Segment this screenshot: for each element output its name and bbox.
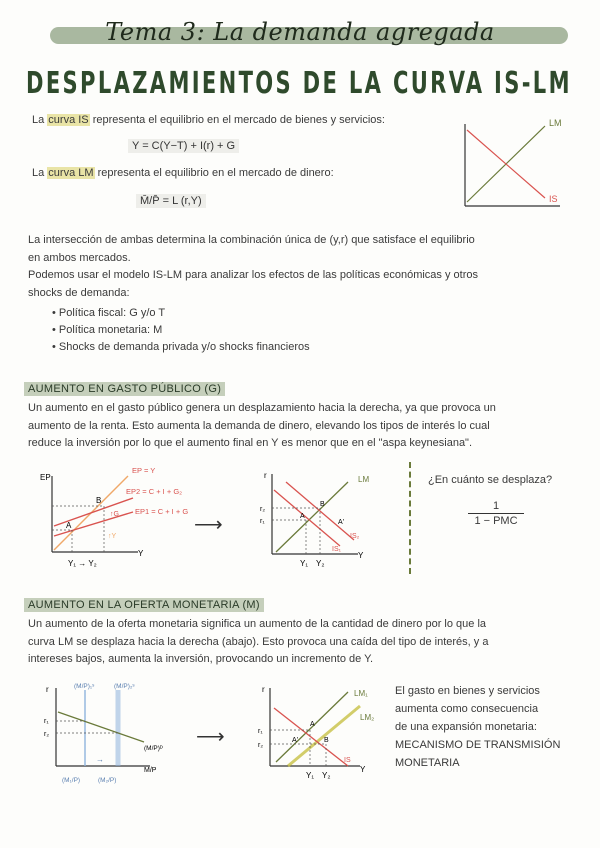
md-curve (58, 712, 144, 742)
x-axis-label: Y (360, 765, 366, 774)
point-a: A (310, 721, 315, 728)
point-a: A (66, 521, 72, 530)
list-item: • Política fiscal: G y/o T (52, 307, 166, 319)
md-label: (M/P)ᴰ (144, 745, 163, 752)
shift-question: ¿En cuánto se desplaza? (428, 474, 553, 486)
r-axis-label: r (264, 471, 267, 480)
ep-axis-label: EP (40, 473, 51, 482)
r1-label: r₁ (258, 728, 263, 735)
x-axis-label: M/P (144, 767, 157, 774)
r1-label: r₁ (44, 718, 49, 725)
vertical-divider (409, 462, 411, 574)
lm-curve (276, 482, 348, 552)
list-item: • Shocks de demanda privada y/o shocks financieros (52, 341, 310, 353)
arrow-1: ⟶ (194, 514, 223, 536)
lm-shift-graph (256, 682, 386, 786)
y1-label: Y₁ (300, 559, 309, 568)
m1-label: (M₁/P) (62, 777, 81, 784)
r-axis-label: r (46, 685, 49, 694)
y2-label: Y₂ (316, 559, 325, 568)
is-label: IS (344, 757, 351, 764)
section-title-oferta: AUMENTO EN LA OFERTA MONETARIA (M) (24, 598, 264, 612)
ep1-label: EP1 = C + I + G (135, 507, 189, 516)
section1-text: Un aumento en el gasto público genera un desplazamiento hacia la derecha, ya que provoca un aumento de la renta. Esto aumenta la demanda de dinero, elevando los tipos de interés lo cual reduce la inversión por lo que el aumento final en Y es menor que en el "aspa keynesiana". (28, 402, 496, 449)
is1-curve (274, 490, 340, 546)
is-curve (467, 130, 545, 198)
ms2-label: (M/P)₂ˢ (114, 683, 135, 690)
is2-label: IS₂ (350, 533, 360, 540)
bullet-list (52, 305, 310, 356)
is2-curve (286, 482, 354, 540)
x-axis-label: Y (138, 549, 144, 558)
islm-basic-graph (455, 112, 575, 212)
is-formula: Y = C(Y−T) + I(r) + G (128, 139, 239, 153)
is-shift-graph (258, 468, 378, 572)
lm-label: LM (358, 475, 370, 484)
r1-label: r₁ (260, 518, 265, 525)
lm-highlight: curva LM (48, 167, 94, 179)
point-a-prime: A' (338, 519, 345, 526)
money-market-graph (40, 676, 180, 788)
ep-label: EP = Y (132, 466, 156, 475)
transmission-note: El gasto en bienes y servicios aumenta como consecuencia de una expansión monetaria: MECANISMO DE TRANSMISIÓN MONETARIA (395, 685, 561, 769)
shift-arrow: → (96, 755, 104, 764)
r2-label: r₂ (260, 506, 266, 513)
section-title-gasto: AUMENTO EN GASTO PÚBLICO (G) (24, 382, 225, 396)
fraction-denominator: 1 − PMC (468, 513, 524, 527)
m2-label: (M₂/P) (98, 777, 117, 784)
y1-label: Y₁ (306, 771, 315, 780)
main-heading: DESPLAZAMIENTOS DE LA CURVA IS-LM (26, 66, 572, 101)
point-b: B (320, 501, 325, 508)
is-label: IS (549, 194, 558, 204)
intro-paragraph-1: La intersección de ambas determina la combinación única de (y,r) que satisface el equilibrio en ambos mercados. Podemos usar el modelo IS-LM para analizar los efectos de las políticas económicas y otros shocks de demanda: (28, 234, 478, 299)
x-axis-label: Y (358, 551, 364, 560)
fraction-numerator: 1 (492, 500, 500, 512)
lm2-label: LM₂ (360, 713, 375, 722)
ms1-label: (M/P)₁ˢ (74, 683, 95, 690)
lm-description: La curva LM representa el equilibrio en el mercado de dinero: (32, 167, 334, 179)
r2-label: r₂ (44, 731, 50, 738)
r2-label: r₂ (258, 742, 264, 749)
point-b: B (96, 496, 102, 505)
is1-label: IS₁ (332, 546, 341, 553)
section2-text: Un aumento de la oferta monetaria significa un aumento de la cantidad de dinero por lo que la curva LM se desplaza hacia la derecha (abajo). Esto provoca una caída del tipo de interés, y a intereses bajos, aumenta la inversión, provocando un incremento de Y. (28, 618, 489, 665)
r-axis-label: r (262, 685, 265, 694)
is-curve (274, 708, 348, 766)
y2-label: Y₂ (322, 771, 331, 780)
list-item: • Política monetaria: M (52, 324, 163, 336)
is-description: La curva IS representa el equilibrio en el mercado de bienes y servicios: (32, 114, 385, 126)
lm-label: LM (549, 118, 562, 128)
arrow-2: ⟶ (196, 726, 225, 748)
is-highlight: curva IS (48, 114, 89, 126)
keynesian-cross-graph (38, 464, 208, 572)
delta-y: ↑Y (108, 533, 117, 540)
lm1-label: LM₁ (354, 689, 368, 698)
multiplier-fraction (468, 500, 524, 527)
delta-g: ↑G (110, 511, 119, 518)
point-b: B (324, 737, 329, 744)
page-title: Tema 3: La demanda agregada (105, 18, 495, 46)
y1-y2-label: Y₁ → Y₂ (68, 559, 97, 568)
ep2-label: EP2 = C + I + G₂ (126, 487, 183, 496)
point-a-prime: A' (292, 737, 299, 744)
point-a: A (300, 513, 305, 520)
lm-formula: M̄/P̄ = L (r,Y) (136, 194, 206, 208)
